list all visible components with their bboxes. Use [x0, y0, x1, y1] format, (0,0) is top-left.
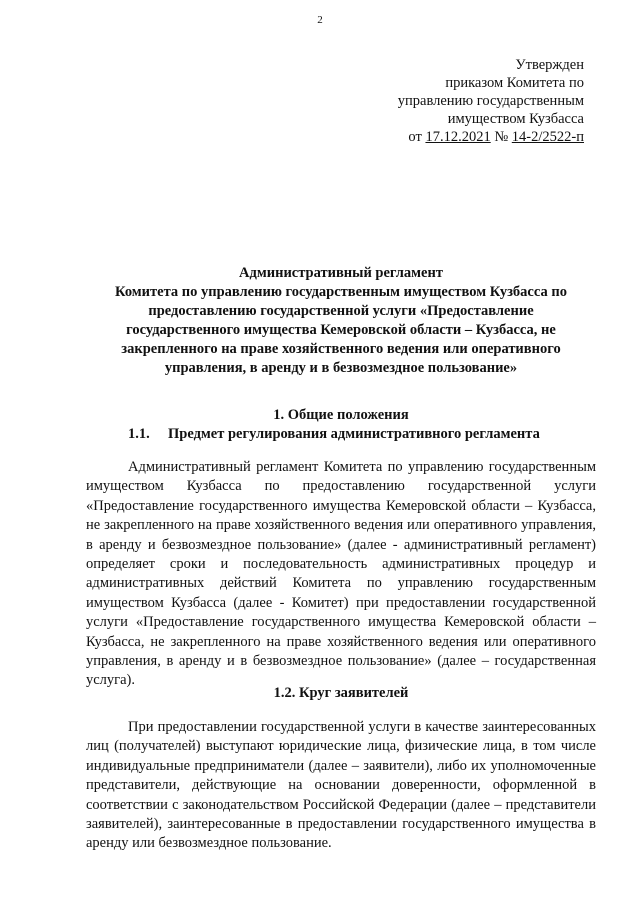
- approval-line: приказом Комитета по: [445, 75, 584, 91]
- section-heading: 1.2. Круг заявителей: [273, 685, 409, 701]
- page-number: 2: [317, 14, 323, 26]
- title-line: предоставлению государственной услуги «Предоставление: [148, 303, 534, 319]
- subsection-heading: [128, 425, 596, 444]
- body-paragraph: Административный регламент Комитета по управлению государственным имуществом Кузбасса по предоставлению государственной услуги «Предоставление государственного имущества Кемеровской области – Кузбасса, не закрепленного на праве хозяйственного ведения или оперативного управления, в аренду и безвозмездное пользование» (далее - административный регламент) определяет сроки и последовательность административных процедур и административных действий Комитета по управлению государственным имуществом Кузбасса (далее - Комитет) при предоставлении государственной услуги «Предоставление государственного имущества Кемеровской области – Кузбасса, не закрепленного на праве хозяйственного ведения или оперативного управления, в аренду и в безвозмездное пользование» (далее – государственная услуга).: [86, 459, 596, 689]
- title-line: закрепленного на праве хозяйственного ведения или оперативного: [121, 341, 561, 357]
- body-paragraph: При предоставлении государственной услуги в качестве заинтересованных лиц (получателей) выступают юридические лица, физические лица, в том числе индивидуальные предприниматели (далее – заявители), либо их уполномоченные представители, действующие на основании доверенности, оформленной в соответствии с законодательством Российской Федерации (далее – представители заявителей), заинтересованные в предоставлении государственного имущества в аренду или безвозмездное пользование.: [86, 719, 596, 852]
- section-heading: 1. Общие положения: [273, 407, 409, 423]
- approval-line: Утвержден: [515, 57, 584, 73]
- approval-line: имуществом Кузбасса: [447, 111, 584, 127]
- title-line: Административный регламент: [239, 265, 443, 281]
- subsection-number: 1.1.: [128, 426, 150, 442]
- title-line: управления, в аренду и в безвозмездное пользование»: [164, 360, 518, 376]
- approval-date-line: [370, 128, 584, 146]
- approval-line: управлению государственным: [397, 93, 584, 109]
- subsection-title: Предмет регулирования административного регламента: [168, 426, 540, 442]
- document-title: [86, 264, 596, 378]
- title-line: государственного имущества Кемеровской области – Кузбасса, не: [126, 322, 556, 338]
- from-label: от: [408, 129, 422, 145]
- title-line: Комитета по управлению государственным имуществом Кузбасса по: [115, 284, 567, 300]
- approval-stamp: [370, 56, 584, 146]
- order-number: 14-2/2522-п: [511, 129, 584, 145]
- approval-date: 17.12.2021: [425, 129, 491, 145]
- number-sign: №: [494, 129, 509, 145]
